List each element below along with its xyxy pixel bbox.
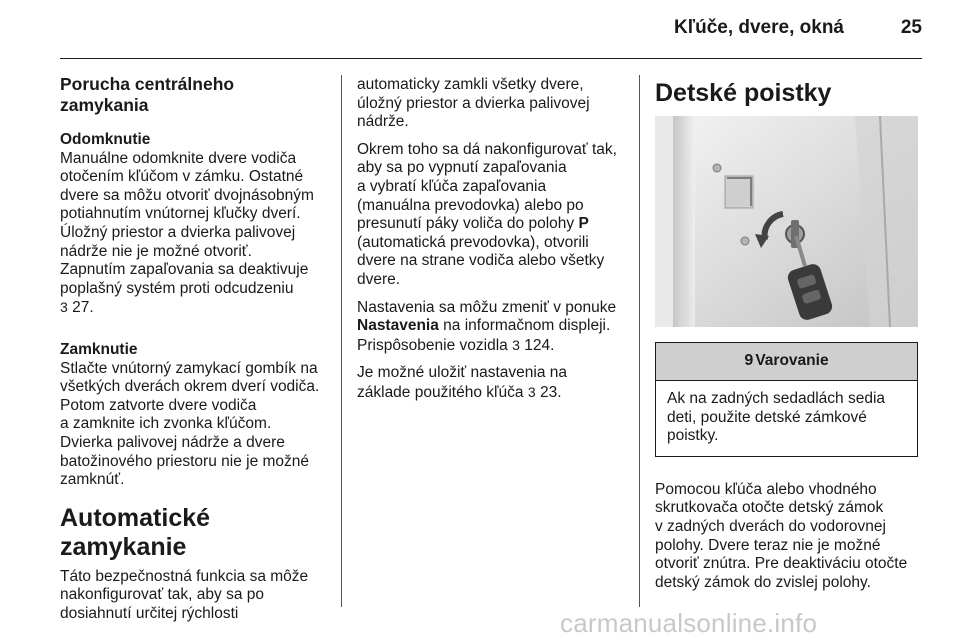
column-divider-1 [341,75,342,607]
heading-central-locking-failure: Porucha centrálneho zamykania [60,74,235,115]
paragraph-automatic-locking: Táto bezpečnostná funkcia sa môže nakonfigurovať tak, aby sa po dosiahnutí určitej rýchlosti [60,567,309,622]
header-title: Kľúče, dvere, okná [674,17,844,38]
paragraph-settings: Nastavenia sa môžu zmeniť v ponuke Nastavenia na informačnom displeji. Prispôsobenie vozidla 3 124. [357,299,625,356]
page-header [0,0,960,60]
header-rule [60,58,922,59]
warning-title: Varovanie [755,352,829,370]
page-reference[interactable]: 3 27. [60,299,94,317]
paragraph-unlocking: Manuálne odomknite dvere vodiča otočením kľúčom v zámku. Ostatné dvere sa môžu otvoriť dvojnásobným potiahnutím vnútornej kľučky dverí. Úložný priestor a dvierka palivovej nádrže nie je možné otvoriť. Zapnutím zapaľovania sa deaktivuje poplašný systém proti odcudzeniu 3 27. [60,150,328,318]
subheading-unlocking: Odomknutie [60,131,151,148]
column-1 [60,74,328,623]
paragraph-configure: Okrem toho sa dá nakonfigurovať tak, aby sa po vypnutí zapaľovania a vybratí kľúča zapaľovania (manuálna prevodovka) alebo po presunutí páky voliča do polohy P (automatická prevodovka), otvorili dvere na strane vodiča alebo všetky dvere. [357,140,617,288]
subheading-locking: Zamknutie [60,340,138,358]
heading-automatic-locking: Automatické zamykanie [60,503,211,561]
child-lock-image [655,116,918,327]
warning-icon: 9 [744,352,754,370]
column-divider-2 [639,75,640,607]
paragraph-key-settings: Je možné uložiť nastavenia na základe použitého kľúča 3 23. [357,364,625,402]
child-lock-illustration [655,116,918,327]
paragraph-locking: Stlačte vnútorný zamykací gombík na všetkých dverách okrem dverí vodiča. Potom zatvorte dvere vodiča a zamknite ich zvonka kľúčom. Dvierka palivovej nádrže a dvere batožinového priestoru nie je možné zamknúť. [60,359,320,489]
paragraph-continued: automaticky zamkli všetky dvere, úložný priestor a dvierka palivovej nádrže. [357,76,590,131]
warning-header [656,343,917,381]
heading-child-locks: Detské poistky [655,79,832,107]
paragraph-child-lock-instructions: Pomocou kľúča alebo vhodného skrutkovača otočte detský zámok v zadných dverách do vodorovnej polohy. Dvere teraz nie je možné otvoriť znútra. Pre deaktiváciu otočte detský zámok do zvislej polohy. [655,480,908,591]
column-2 [357,76,625,412]
warning-text: Ak na zadných sedadlách sedia deti, použite detské zámkové poistky. [667,390,886,445]
page-number: 25 [900,17,922,38]
warning-box [655,342,918,457]
reference-arrow-icon: 3 [512,336,520,353]
reference-arrow-icon: 3 [60,299,68,316]
watermark: carmanualsonline.info [560,608,818,638]
column-3 [655,74,921,592]
reference-arrow-icon: 3 [527,383,536,400]
page-reference[interactable]: Prispôsobenie vozidla 3 124. [357,336,555,354]
page-reference[interactable]: základe použitého kľúča 3 23. [357,383,562,401]
